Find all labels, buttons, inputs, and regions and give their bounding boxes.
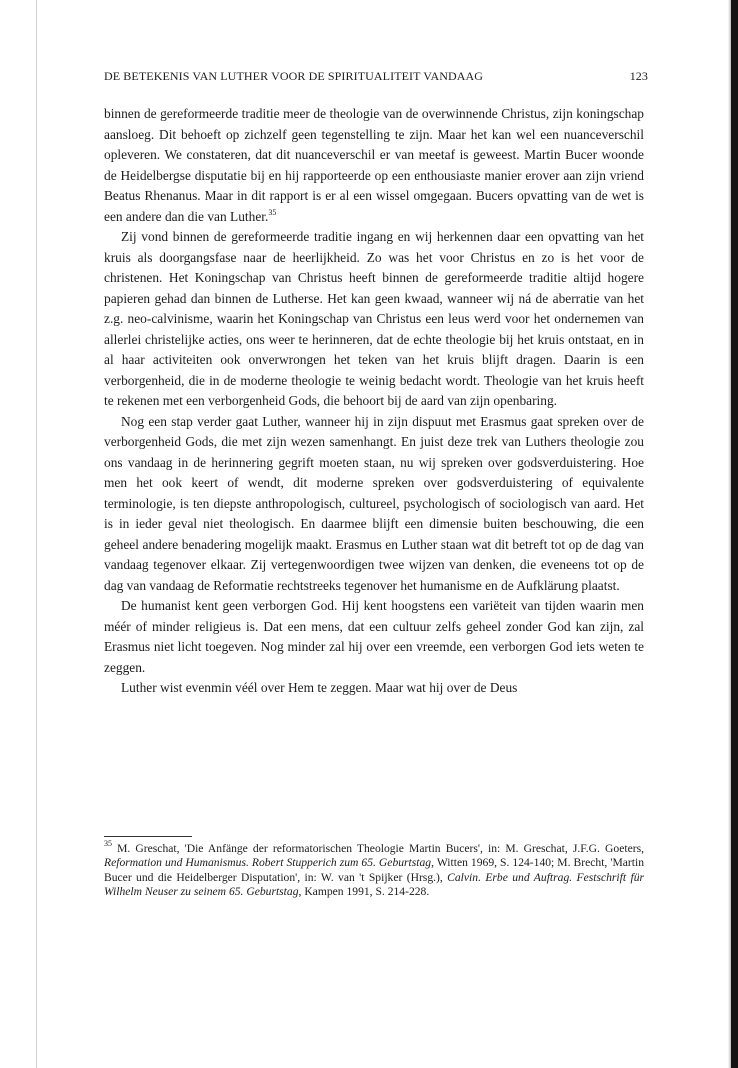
footnote-number: 35 xyxy=(104,839,112,848)
footnote-part-1: M. Greschat, 'Die Anfänge der reformatorischen Theologie Martin Bucers', in: M. Greschat, J.F.G. Goeters, xyxy=(117,842,644,855)
paragraph-1-text: binnen de gereformeerde traditie meer de theologie van de overwinnende Christus, zijn koningschap aansloeg. Dit behoeft op zichzelf geen tegenstelling te zijn. Maar het kan wel een nuanceverschil opleveren. We constateren, dat dit nuanceverschil er van meetaf is geweest. Martin Bucer woonde de Heidelbergse disputatie bij en hij rapporteerde op een enthousiaste manier erover aan zijn vriend Beatus Rhenanus. Maar in dit rapport is er al een wissel omgegaan. Bucers opvatting van de wet is een andere dan die van Luther. xyxy=(104,106,644,224)
body-text xyxy=(104,104,644,699)
paragraph-4: De humanist kent geen verborgen God. Hij kent hoogstens een variëteit van tijden waarin men méér of minder religieus is. Dat een mens, dat een cultuur zelfs geheel zonder God kan zijn, zal Erasmus niet licht toegeven. Nog minder zal hij over een vreemde, een verborgen God iets weten te zeggen. xyxy=(104,598,644,675)
paragraph-5: Luther wist evenmin véél over Hem te zeggen. Maar wat hij over de Deus xyxy=(121,680,518,695)
footnote-35 xyxy=(104,839,645,900)
running-head-title: DE BETEKENIS VAN LUTHER VOOR DE SPIRITUALITEIT VANDAAG xyxy=(104,69,484,83)
paragraph-1 xyxy=(104,104,644,227)
footnote-rule xyxy=(104,836,192,837)
footnote-part-3: , Kampen 1991, S. 214-228. xyxy=(298,885,430,899)
scan-left-margin xyxy=(0,0,37,1068)
footnote-part-2: , Witten 1969, S. 124-140; M. Brecht, 'Martin Bucer und die Heidelberger Disputation', in: W. van 't Spijker (Hrsg.), xyxy=(104,856,644,884)
footnote-title-2: Calvin. Erbe und Auftrag. Festschrift für Wilhelm Neuser zu seinem 65. Geburtstag xyxy=(104,870,645,899)
page-number: 123 xyxy=(629,69,648,83)
footnote-title-1: Reformation und Humanismus. Robert Stupperich zum 65. Geburtstag xyxy=(104,856,432,870)
footnote-ref-35: 35 xyxy=(268,207,277,217)
paragraph-3: Nog een stap verder gaat Luther, wanneer hij in zijn dispuut met Erasmus gaat spreken over de verborgenheid Gods, die met zijn wezen samenhangt. En juist deze trek van Luthers theologie zou ons vandaag in de herinnering gegrift moeten staan, nu wij spreken over godsverduistering. Hoe men het ook keert of wendt, dit moderne spreken over godsverduistering of equivalente terminologie, is ten diepste anthropologisch, cultureel, psychologisch of sociologisch van aard. Het is in ieder geval niet theologisch. En daarmee blijft een dimensie buiten beschouwing, die een geheel andere benadering mogelijk maakt. Erasmus en Luther staan wat dit betreft tot op de dag van vandaag tegenover elkaar. Zij vertegenwoordigen twee wijzen van denken, die eveneens tot op de dag van vandaag de Reformatie rechtstreeks tegenover het humanisme en de Aufklärung plaatst. xyxy=(104,413,644,593)
scan-right-edge xyxy=(731,0,738,1068)
paragraph-2: Zij vond binnen de gereformeerde traditie ingang en wij herkennen daar een opvatting van het kruis als doorgangsfase naar de heerlijkheid. Zo was het voor Christus en zo is het voor de christenen. Het Koningschap van Christus heeft binnen de gereformeerde traditie altijd hogere papieren gehad dan binnen de Lutherse. Het kan geen kwaad, wanneer wij ná de aberratie van het z.g. neo-calvinisme, waarin het Koningschap van Christus een leus werd voor het ondernemen van allerlei christelijke acties, ons weer te herinneren, dat de echte theologie bij het kruis ontstaat, en in al haar activiteiten ook onverwrongen het teken van het kruis blijft dragen. Daarin is een verborgenheid, die in de moderne theologie te weinig bedacht wordt. Theologie van het kruis heeft te rekenen met een verborgenheid Gods, die behoort bij de aard van zijn openbaring. xyxy=(104,229,644,408)
